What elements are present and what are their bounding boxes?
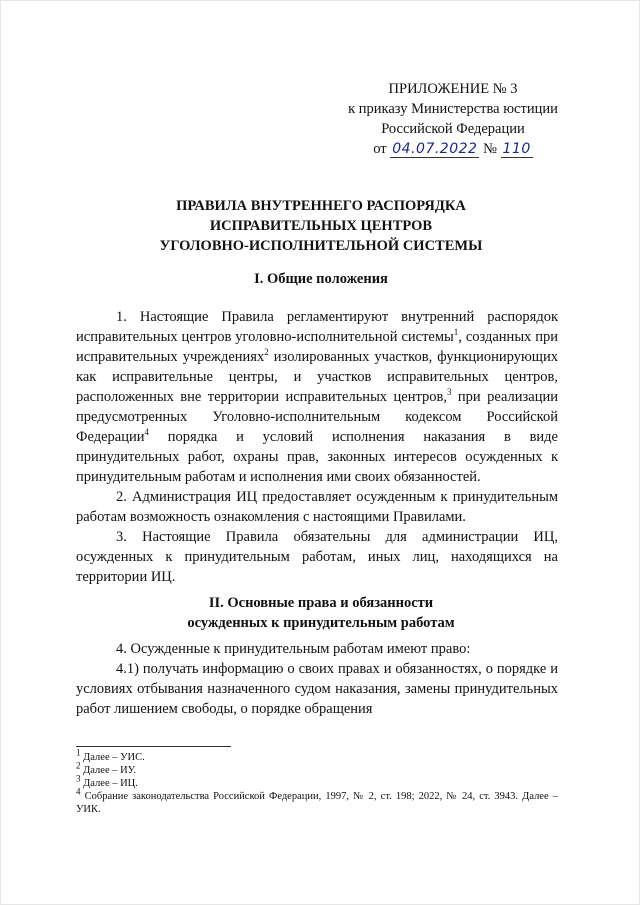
title-line-2: ИСПРАВИТЕЛЬНЫХ ЦЕНТРОВ (209, 218, 433, 234)
title-line-1: ПРАВИЛА ВНУТРЕННЕГО РАСПОРЯДКА (176, 198, 466, 214)
appendix-ministry: Российской Федерации (381, 121, 525, 137)
paragraph-3: 3. Настоящие Правила обязательны для администрации ИЦ, осужденных к принудительным работам, иных лиц, находящихся на территории ИЦ. (76, 529, 558, 585)
section-2-heading-line-2: осужденных к принудительным работам (187, 615, 455, 631)
appendix-date-number (333, 139, 573, 159)
handwritten-date: 04.07.2022 (392, 141, 478, 157)
section-1-body (76, 307, 558, 587)
footnote-2: $^2$ Далее – ИУ. (76, 760, 137, 776)
paragraph-4-1: 4.1) получать информацию о своих правах и обязанностях, о порядке и условиях отбывания назначенного судом наказания, замены принудительных работ лишением свободы, о порядке обращения (76, 661, 558, 717)
appendix-number: ПРИЛОЖЕНИЕ № 3 (388, 81, 518, 97)
date-prefix: от (373, 141, 387, 157)
paragraph-2: 2. Администрация ИЦ предоставляет осужденным к принудительным работам возможность ознакомления с настоящими Правилами. (76, 489, 558, 525)
section-2-heading-line-1: II. Основные права и обязанности (208, 595, 434, 611)
section-2-heading (61, 593, 581, 633)
footnote-ref-2: 2 (264, 347, 269, 358)
appendix-header (333, 79, 573, 159)
paragraph-4: 4. Осужденные к принудительным работам имеют право: (116, 641, 471, 657)
footnote-divider (76, 746, 231, 747)
footnote-ref-1: 1 (453, 327, 459, 338)
footnotes (76, 747, 558, 816)
appendix-order-ref: к приказу Министерства юстиции (348, 101, 558, 117)
footnote-4: $^4$ Собрание законодательства Российской Федерации, 1997, № 2, ст. 198; 2022, № 24, ст. 3943. Далее – УИК. (76, 786, 558, 815)
document-title (61, 196, 581, 256)
footnote-1: $^1$ Далее – УИС. (76, 747, 145, 763)
footnote-ref-3: 3 (446, 387, 452, 398)
number-prefix: № (483, 141, 497, 157)
section-1-heading: I. Общие положения (254, 271, 388, 287)
handwritten-number: 110 (502, 141, 531, 157)
paragraph-1: 1. Настоящие Правила регламентируют внутренний распорядок исправительных центров уголовно-исполнительной системы$^1$, созданных при исправительных учреждениях$^2$ изолированных участков, функционирующих как исправительные центры, и участков исправительных центров, расположенных вне территории исправительных центров,$^3$ при реализации предусмотренных Уголовно-исполнительным кодексом Российской Федерации$^4$ порядка и условий исполнения наказания в виде принудительных работ, охраны прав, законных интересов осужденных к принудительным работам и исполнения ими своих обязанностей. (76, 309, 559, 485)
section-2-body (76, 639, 558, 719)
footnote-ref-4: 4 (144, 427, 149, 438)
footnote-3: $^3$ Далее – ИЦ. (76, 773, 138, 789)
title-line-3: УГОЛОВНО-ИСПОЛНИТЕЛЬНОЙ СИСТЕМЫ (159, 238, 483, 254)
